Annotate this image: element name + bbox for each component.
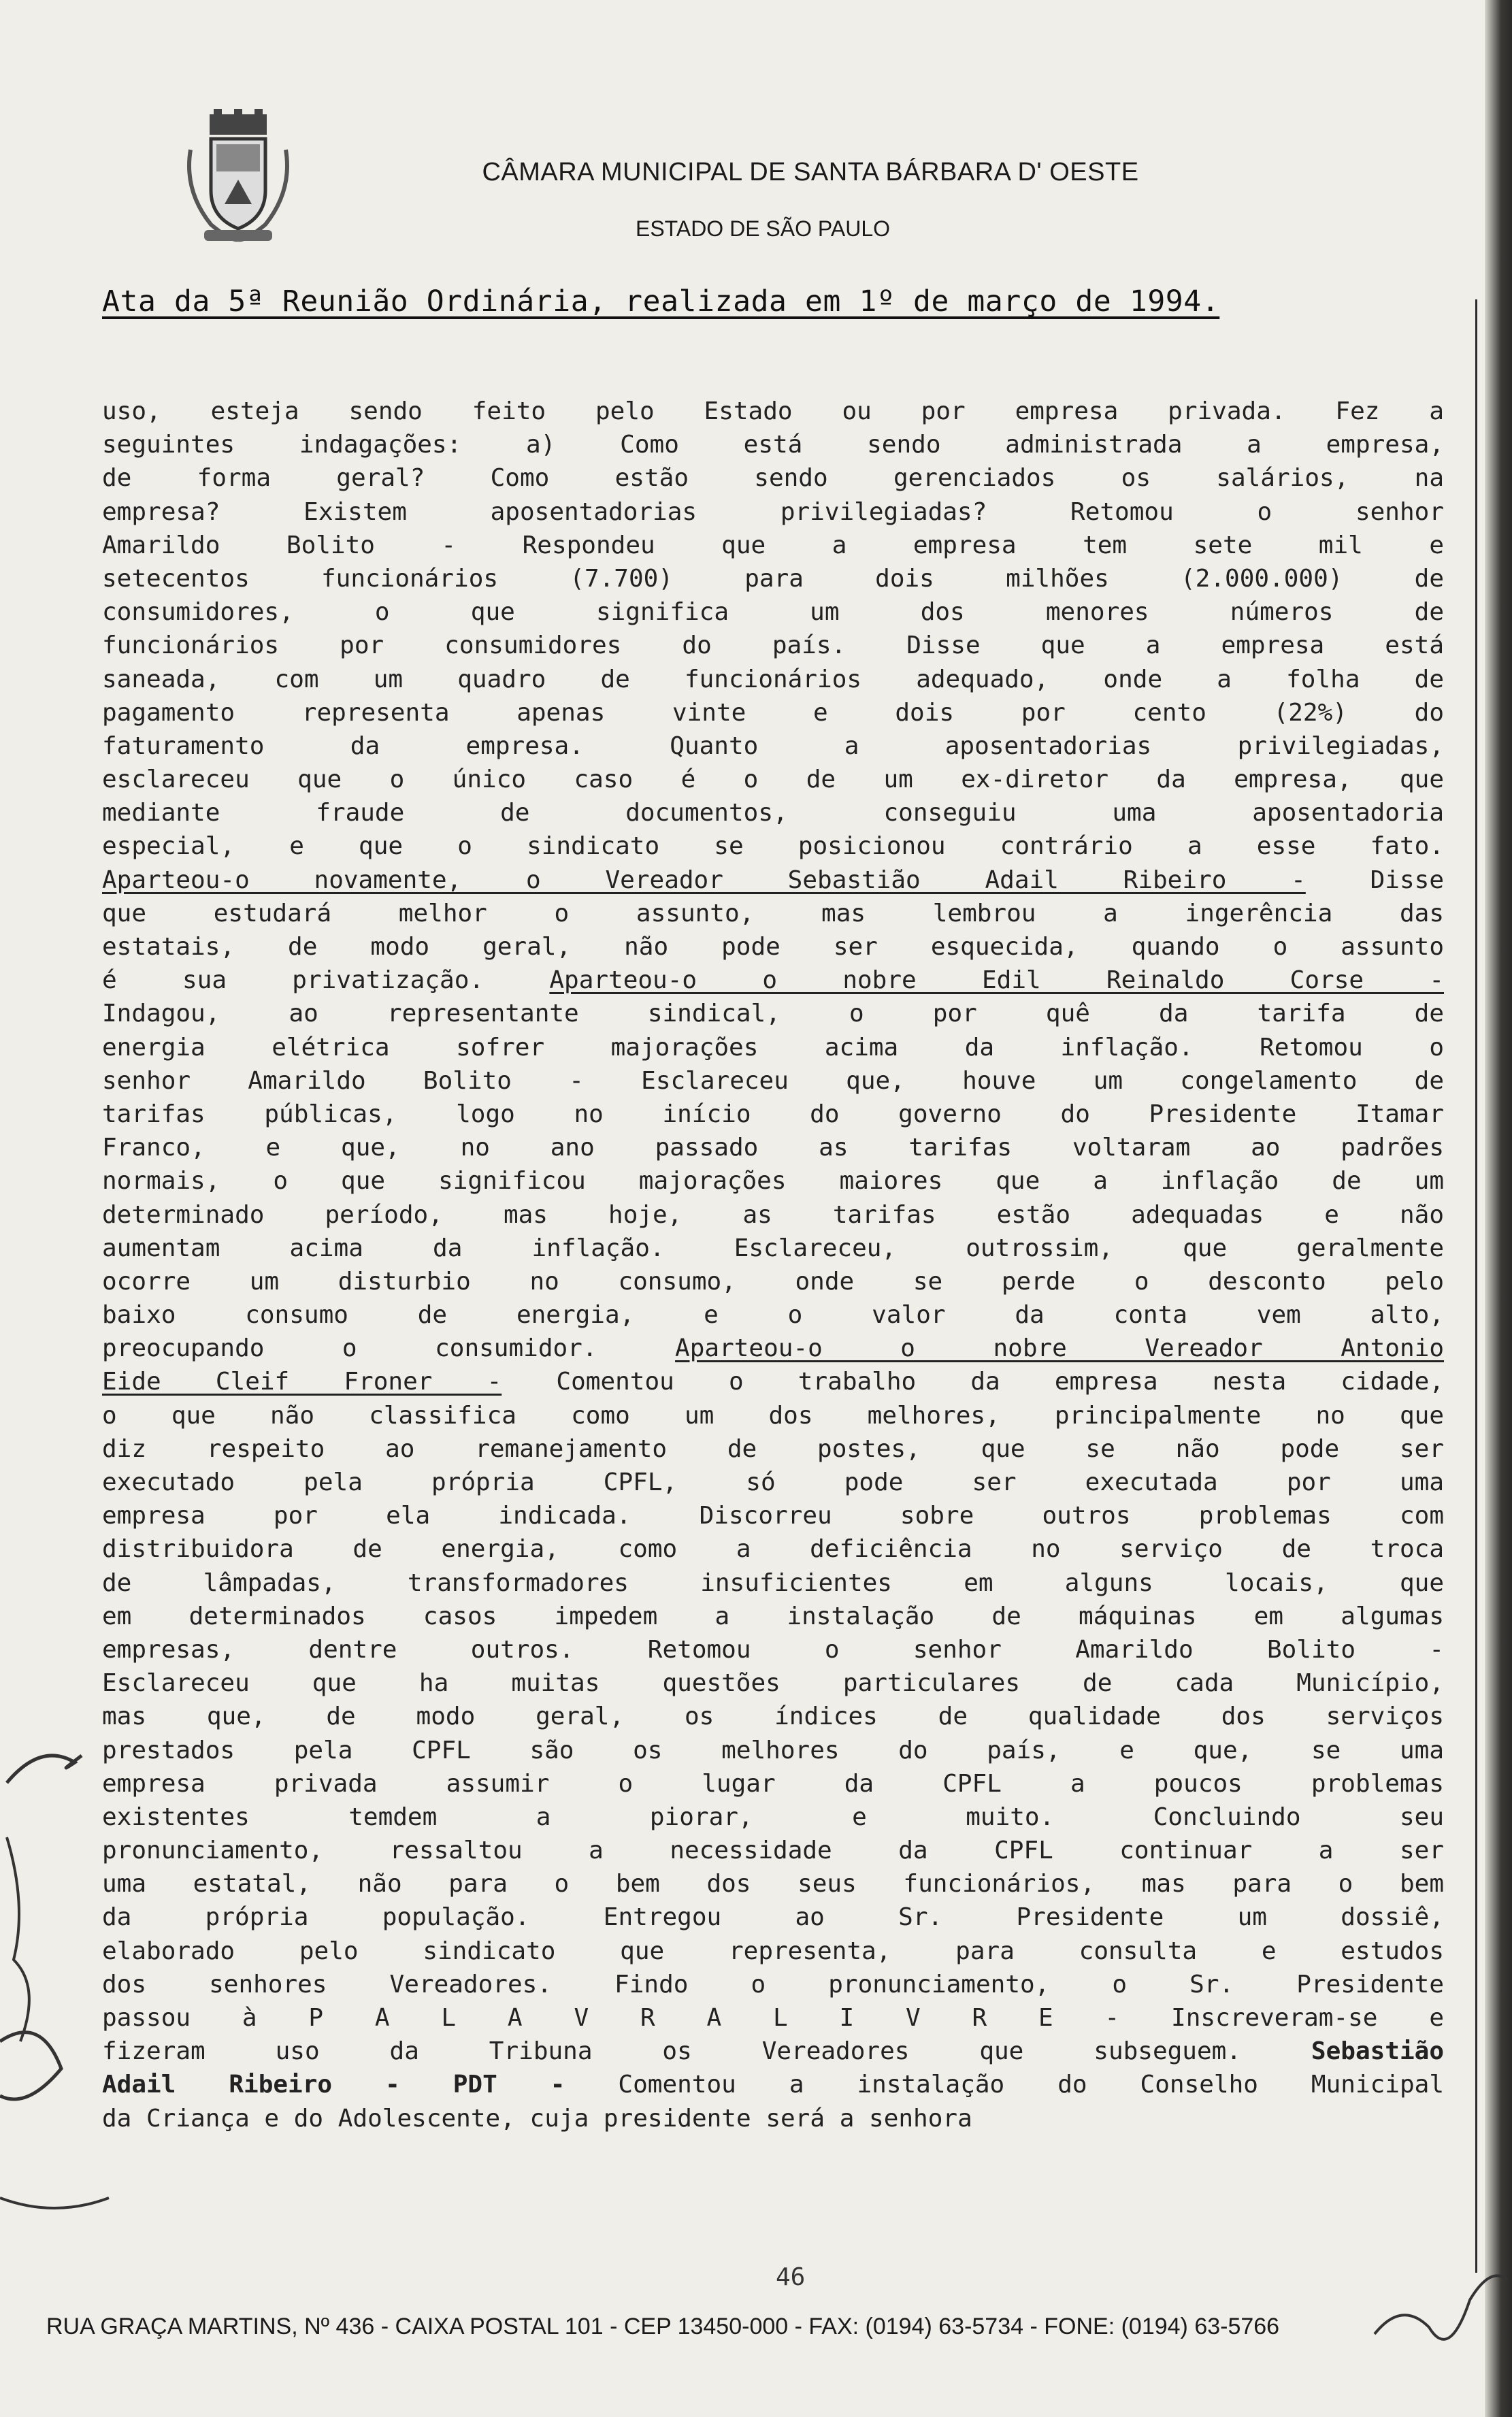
underlined-aside: Aparteou-o o nobre Vereador Antonio bbox=[675, 1334, 1444, 1363]
text-run: empresa? Existem aposentadorias privilegiadas? Retomou o senhor bbox=[102, 497, 1444, 526]
text-run: diz respeito ao remanejamento de postes, que se não pode ser bbox=[102, 1434, 1444, 1463]
text-run: mas que, de modo geral, os índices de qualidade dos serviços bbox=[102, 1703, 1444, 1731]
text-run: saneada, com um quadro de funcionários adequado, onde a folha de bbox=[102, 665, 1444, 693]
text-line bbox=[102, 1734, 1444, 1767]
text-line bbox=[102, 1198, 1444, 1232]
text-run: normais, o que significou majorações maiores que a inflação de um bbox=[102, 1167, 1444, 1196]
speaker-name: Sebastião bbox=[1311, 2037, 1444, 2066]
text-line bbox=[102, 1968, 1444, 2001]
text-line bbox=[102, 763, 1444, 796]
text-run: ocorre um disturbio no consumo, onde se perde o desconto pelo bbox=[102, 1267, 1444, 1296]
text-line bbox=[102, 1600, 1444, 1633]
text-line bbox=[102, 1332, 1444, 1365]
text-run: empresa privada assumir o lugar da CPFL a poucos problemas bbox=[102, 1769, 1444, 1798]
page-number: 46 bbox=[776, 2263, 806, 2291]
text-line bbox=[102, 1566, 1444, 1600]
minutes-body bbox=[102, 395, 1444, 2135]
text-run: é sua privatização. bbox=[102, 966, 550, 995]
text-run: seguintes indagações: a) Como está sendo administrada a empresa, bbox=[102, 431, 1444, 459]
underlined-aside: Aparteou-o o nobre Edil Reinaldo Corse - bbox=[549, 966, 1444, 995]
text-line bbox=[102, 395, 1444, 428]
text-run: faturamento da empresa. Quanto a aposentadorias privilegiadas, bbox=[102, 731, 1444, 760]
text-run: pronunciamento, ressaltou a necessidade da CPFL continuar a ser bbox=[102, 1837, 1444, 1865]
speaker-name: Adail Ribeiro - PDT - bbox=[102, 2071, 565, 2099]
chamber-name: CÂMARA MUNICIPAL DE SANTA BÁRBARA D' OESTE bbox=[482, 158, 1139, 186]
text-line bbox=[102, 1867, 1444, 1901]
text-line bbox=[102, 997, 1444, 1030]
text-run: baixo consumo de energia, e o valor da conta vem alto, bbox=[102, 1301, 1444, 1330]
text-run: distribuidora de energia, como a deficiência no serviço de troca bbox=[102, 1535, 1444, 1564]
text-line bbox=[102, 696, 1444, 729]
text-run: determinado período, mas hoje, as tarifas estão adequadas e não bbox=[102, 1200, 1444, 1229]
text-run: pagamento representa apenas vinte e dois por cento (22%) do bbox=[102, 698, 1444, 727]
text-run: Comentou a instalação do Conselho Municipal bbox=[565, 2071, 1444, 2099]
text-run: prestados pela CPFL são os melhores do país, e que, se uma bbox=[102, 1736, 1444, 1764]
text-line bbox=[102, 2001, 1444, 2035]
text-line bbox=[102, 1298, 1444, 1332]
text-run: de lâmpadas, transformadores insuficientes em alguns locais, que bbox=[102, 1568, 1444, 1597]
margin-rule bbox=[1475, 299, 1477, 2273]
text-run: de forma geral? Como estão sendo gerenciados os salários, na bbox=[102, 464, 1444, 493]
text-run: setecentos funcionários (7.700) para dois milhões (2.000.000) de bbox=[102, 564, 1444, 593]
text-line bbox=[102, 1098, 1444, 1131]
text-line bbox=[102, 864, 1444, 897]
text-line bbox=[102, 796, 1444, 829]
text-line bbox=[102, 1365, 1444, 1398]
text-run: preocupando o consumidor. bbox=[102, 1334, 676, 1363]
text-run: o que não classifica como um dos melhores, principalmente no que bbox=[102, 1401, 1444, 1430]
text-line bbox=[102, 1901, 1444, 1934]
text-line bbox=[102, 1064, 1444, 1098]
text-run: energia elétrica sofrer majorações acima da inflação. Retomou o bbox=[102, 1033, 1444, 1062]
text-run: empresas, dentre outros. Retomou o senhor Amarildo Bolito - bbox=[102, 1635, 1444, 1664]
text-run: tarifas públicas, logo no início do governo do Presidente Itamar bbox=[102, 1100, 1444, 1128]
text-run: elaborado pelo sindicato que representa, para consulta e estudos bbox=[102, 1937, 1444, 1965]
text-run: senhor Amarildo Bolito - Esclareceu que, houve um congelamento de bbox=[102, 1066, 1444, 1095]
text-run: Comentou o trabalho da empresa nesta cidade, bbox=[502, 1368, 1444, 1396]
text-run: existentes temdem a piorar, e muito. Concluindo seu bbox=[102, 1803, 1444, 1831]
text-run: Indagou, ao representante sindical, o por quê da tarifa de bbox=[102, 1000, 1444, 1028]
text-line bbox=[102, 2102, 1444, 2135]
text-line bbox=[102, 1767, 1444, 1801]
text-run: aumentam acima da inflação. Esclareceu, outrossim, que geralmente bbox=[102, 1234, 1444, 1262]
text-run: consumidores, o que significa um dos menores números de bbox=[102, 598, 1444, 627]
state-name: ESTADO DE SÃO PAULO bbox=[635, 216, 890, 241]
text-line bbox=[102, 897, 1444, 930]
text-run: mediante fraude de documentos, conseguiu uma aposentadoria bbox=[102, 799, 1444, 827]
text-run: da Criança e do Adolescente, cuja presidente será a senhora bbox=[102, 2104, 972, 2133]
text-line bbox=[102, 1432, 1444, 1466]
text-line bbox=[102, 1466, 1444, 1499]
text-run: da própria população. Entregou ao Sr. Presidente um dossiê, bbox=[102, 1903, 1444, 1932]
text-line bbox=[102, 1232, 1444, 1265]
text-run: executado pela própria CPFL, só pode ser executada por uma bbox=[102, 1468, 1444, 1496]
text-line bbox=[102, 2068, 1444, 2101]
text-run: passou à P A L A V R A L I V R E - Inscreveram-se e bbox=[102, 2004, 1444, 2032]
text-line bbox=[102, 529, 1444, 562]
text-run: fizeram uso da Tribuna os Vereadores que subseguem. bbox=[102, 2037, 1311, 2066]
text-run: especial, e que o sindicato se posicionou contrário a esse fato. bbox=[102, 832, 1444, 861]
text-line bbox=[102, 495, 1444, 529]
text-run: funcionários por consumidores do país. Disse que a empresa está bbox=[102, 631, 1444, 660]
text-line bbox=[102, 2035, 1444, 2068]
text-run: em determinados casos impedem a instalação de máquinas em algumas bbox=[102, 1602, 1444, 1630]
page-edge-shadow bbox=[1485, 0, 1512, 2417]
text-line bbox=[102, 1666, 1444, 1700]
text-line bbox=[102, 1935, 1444, 1968]
text-line bbox=[102, 663, 1444, 696]
text-run: dos senhores Vereadores. Findo o pronunciamento, o Sr. Presidente bbox=[102, 1970, 1444, 1999]
text-run: estatais, de modo geral, não pode ser esquecida, quando o assunto bbox=[102, 933, 1444, 961]
text-line bbox=[102, 461, 1444, 495]
text-run: Esclareceu que ha muitas questões particulares de cada Município, bbox=[102, 1669, 1444, 1698]
text-line bbox=[102, 595, 1444, 629]
text-line bbox=[102, 1499, 1444, 1532]
text-run: esclareceu que o único caso é o de um ex-diretor da empresa, que bbox=[102, 766, 1444, 794]
underlined-aside: Eide Cleif Froner - bbox=[102, 1368, 502, 1396]
text-line bbox=[102, 729, 1444, 763]
text-line bbox=[102, 1131, 1444, 1164]
text-line bbox=[102, 964, 1444, 997]
text-run: empresa por ela indicada. Discorreu sobre outros problemas com bbox=[102, 1502, 1444, 1530]
text-line bbox=[102, 1633, 1444, 1666]
footer-address: RUA GRAÇA MARTINS, Nº 436 - CAIXA POSTAL 101 - CEP 13450-000 - FAX: (0194) 63-5734 - FONE: (0194) 63-5766 bbox=[46, 2314, 1280, 2339]
text-line bbox=[102, 930, 1444, 964]
text-line bbox=[102, 1532, 1444, 1566]
text-line bbox=[102, 1801, 1444, 1834]
minutes-title: Ata da 5ª Reunião Ordinária, realizada em 1º de março de 1994. bbox=[102, 284, 1220, 318]
text-line bbox=[102, 1700, 1444, 1733]
text-line bbox=[102, 1265, 1444, 1298]
text-line bbox=[102, 829, 1444, 863]
text-run: Amarildo Bolito - Respondeu que a empresa tem sete mil e bbox=[102, 531, 1444, 559]
text-line bbox=[102, 1031, 1444, 1064]
text-line bbox=[102, 562, 1444, 595]
underlined-aside: Aparteou-o novamente, o Vereador Sebastião Adail Ribeiro - bbox=[102, 866, 1306, 894]
text-run: uma estatal, não para o bem dos seus funcionários, mas para o bem bbox=[102, 1870, 1444, 1898]
text-run: uso, esteja sendo feito pelo Estado ou por empresa privada. Fez a bbox=[102, 397, 1444, 425]
text-line bbox=[102, 428, 1444, 461]
text-line bbox=[102, 1399, 1444, 1432]
text-run: Disse bbox=[1305, 866, 1444, 894]
text-run: que estudará melhor o assunto, mas lembrou a ingerência das bbox=[102, 899, 1444, 927]
text-line bbox=[102, 1164, 1444, 1198]
text-line bbox=[102, 629, 1444, 662]
text-run: Franco, e que, no ano passado as tarifas voltaram ao padrões bbox=[102, 1134, 1444, 1162]
text-line bbox=[102, 1834, 1444, 1867]
